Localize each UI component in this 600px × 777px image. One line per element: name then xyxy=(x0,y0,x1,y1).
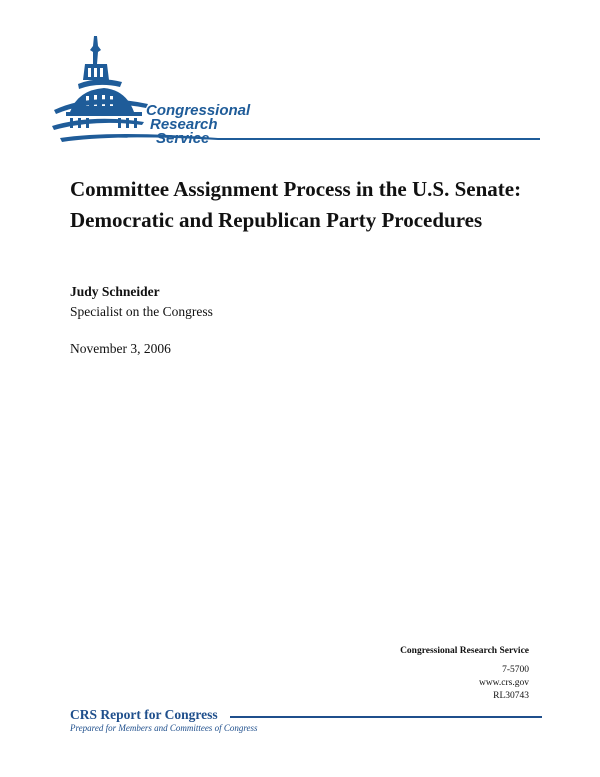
author-role: Specialist on the Congress xyxy=(70,304,213,319)
logo-text-line-2: Research xyxy=(150,116,218,133)
publisher-website: www.crs.gov xyxy=(478,678,529,688)
logo-rule xyxy=(218,138,540,140)
footer-subtitle: Prepared for Members and Committees of Congress xyxy=(70,723,258,733)
report-date: November 3, 2006 xyxy=(70,341,171,356)
logo-text-line-1: Congressional xyxy=(146,102,251,119)
author-name: Judy Schneider xyxy=(70,284,160,299)
footer-rule xyxy=(230,716,542,718)
report-number: RL30743 xyxy=(493,691,529,701)
publisher-name: Congressional Research Service xyxy=(400,646,529,656)
footer-title: CRS Report for Congress xyxy=(70,707,218,722)
report-title: Committee Assignment Process in the U.S. Senate: Democratic and Republican Party Procedures xyxy=(70,177,522,232)
logo-text-line-3: Service xyxy=(156,130,210,147)
publisher-phone: 7-5700 xyxy=(502,665,529,675)
